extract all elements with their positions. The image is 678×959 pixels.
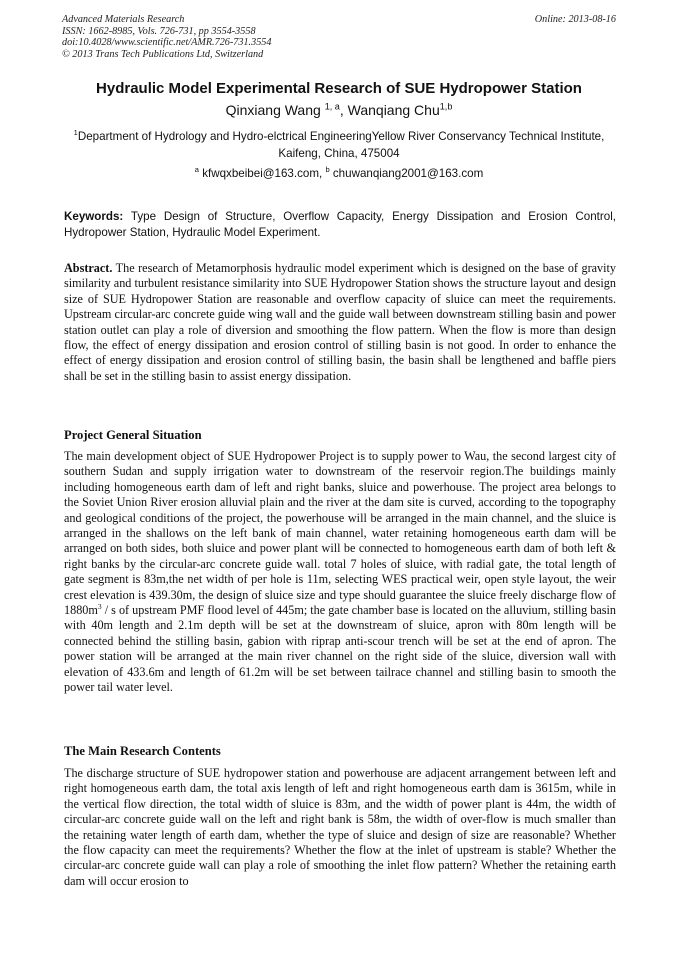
- copyright-line: © 2013 Trans Tech Publications Ltd, Switzerland: [62, 48, 264, 60]
- affiliation-text: Department of Hydrology and Hydro-elctrical EngineeringYellow River Conservancy Technical Institute, Kaifeng, China, 475004: [77, 130, 605, 160]
- author-line: [40, 100, 638, 120]
- doi-line[interactable]: doi:10.4028/www.scientific.net/AMR.726-731.3554: [62, 37, 272, 48]
- journal-name: Advanced Materials Research: [62, 14, 185, 25]
- paragraph-text-part-1: The main development object of SUE Hydropower Project is to supply power to Wau, the second largest city of southern Sudan and supply irrigation water to downstream of the reservoir region.The buildings mainly including homogeneous earth dam of left and right banks, sluice and powerhouse. The project area belongs to the Soviet Union River erosion alluvial plain and the river at the dam site is curved, according to the topography and geological conditions of the project, the powerhouse will be arranged in the main channel, and the sluice is arranged in the shallows on the left bank of main channel, water retaining homogeneous earth dam will be arranged on both sides, both sluice and power plant will be connected to homogeneous earth dam of both left & right banks by the circular-arc concrete guide wall. total 7 holes of sluice, with radial gate, the total length of gate segment is 83m,the net width of per hole is 11m, selecting WES practical weir, open style layout, the weir crest elevation is 439.30m, the design of sluice size and type should guarantee the sluice freely discharge flow of 1880m: [64, 449, 616, 618]
- email-a-sup: a: [194, 165, 199, 175]
- section-main-research-contents-paragraph: The discharge structure of SUE hydropower station and powerhouse are adjacent arrangement between left and right homogeneous earth dam, the total axis length of left and right homogeneous earth dam is 3615m, while in the vertical flow direction, the total width of sluice is 83m, and the width of power plant is 44m, the width of circular-arc concrete guide wall on the left and right bank is 58m, the width of over-flow is much smaller than the retaining water length of earth dam, whether the type of sluice and design of size are reasonable? Whether the flow capacity can meet the requirements? Whether the flow at the inlet of upstream is stable? Whether the circular-arc concrete guide wall can play a role of smoothing the inlet flow pattern? Whether the retaining earth dam will occur erosion to: [64, 766, 616, 888]
- affiliation: [70, 129, 608, 162]
- abstract-text: The research of Metamorphosis hydraulic model experiment which is designed on the base of gravity similarity and turbulent resistance similarity into SUE Hydropower Station shows the structure layout and design size of SUE Hydropower Station are reasonable and overflow capacity of sluice can meet the requirements. Upstream circular-arc concrete guide wing wall and the guide wall between downstream stilling basin and power station outlet can play a role of diversion and smoothing the flow pattern. When the flow is more than design flow, the effect of energy dissipation and erosion control of stilling basin is not good. In order to enhance the effect of energy dissipation and erosion control of stilling basin, the basin shall be lengthened and baffle piers shall be set in the stilling basin to assist energy dissipation.: [64, 261, 616, 383]
- author-separator: ,: [339, 102, 348, 118]
- issn-line: ISSN: 1662-8985, Vols. 726-731, pp 3554-3558: [62, 25, 256, 37]
- paragraph-text-part-2: / s of upstream PMF flood level of 445m; the gate chamber base is located on the alluvium, stilling basin with 40m length and 2.1m depth will be set at the downstream of sluice, apron with 80m length will be connected behind the stilling basin, gabion with riprap anti-scour trench will be set at the end of apron. The power station will be arranged at the main river channel on the right side of the sluice, diversion wall with elevation of 433.6m and length of 61.2m will be set between tailrace channel and stilling basin to smooth the power tail water level.: [64, 603, 616, 695]
- online-date: Online: 2013-08-16: [534, 14, 616, 25]
- section-project-general-situation-paragraph: [64, 449, 616, 696]
- email-b-sup: b: [325, 165, 330, 175]
- author-1: Qinxiang Wang: [225, 102, 325, 118]
- journal-header: [62, 14, 271, 60]
- email-b[interactable]: chuwanqiang2001@163.com: [329, 167, 484, 180]
- section-heading-main-research-contents: The Main Research Contents: [64, 744, 221, 758]
- abstract-block: [64, 261, 616, 384]
- keywords-block: [64, 209, 616, 241]
- author-2: Wanqiang Chu: [347, 102, 440, 118]
- section-heading-project-general-situation: Project General Situation: [64, 428, 202, 442]
- paper-title: Hydraulic Model Experimental Research of SUE Hydropower Station: [96, 80, 582, 97]
- author-1-affil-sup: 1, a: [324, 101, 340, 112]
- keywords-label: Keywords:: [64, 210, 124, 223]
- keywords-text: Type Design of Structure, Overflow Capacity, Energy Dissipation and Erosion Control, Hydropower Station, Hydraulic Model Experiment.: [64, 210, 616, 239]
- cubic-superscript: 3: [97, 602, 102, 611]
- abstract-label: Abstract.: [64, 261, 113, 275]
- affiliation-sup: 1: [73, 128, 78, 138]
- email-line: [40, 166, 638, 182]
- email-a[interactable]: kfwqxbeibei@163.com,: [198, 167, 326, 180]
- author-2-affil-sup: 1,b: [439, 101, 453, 112]
